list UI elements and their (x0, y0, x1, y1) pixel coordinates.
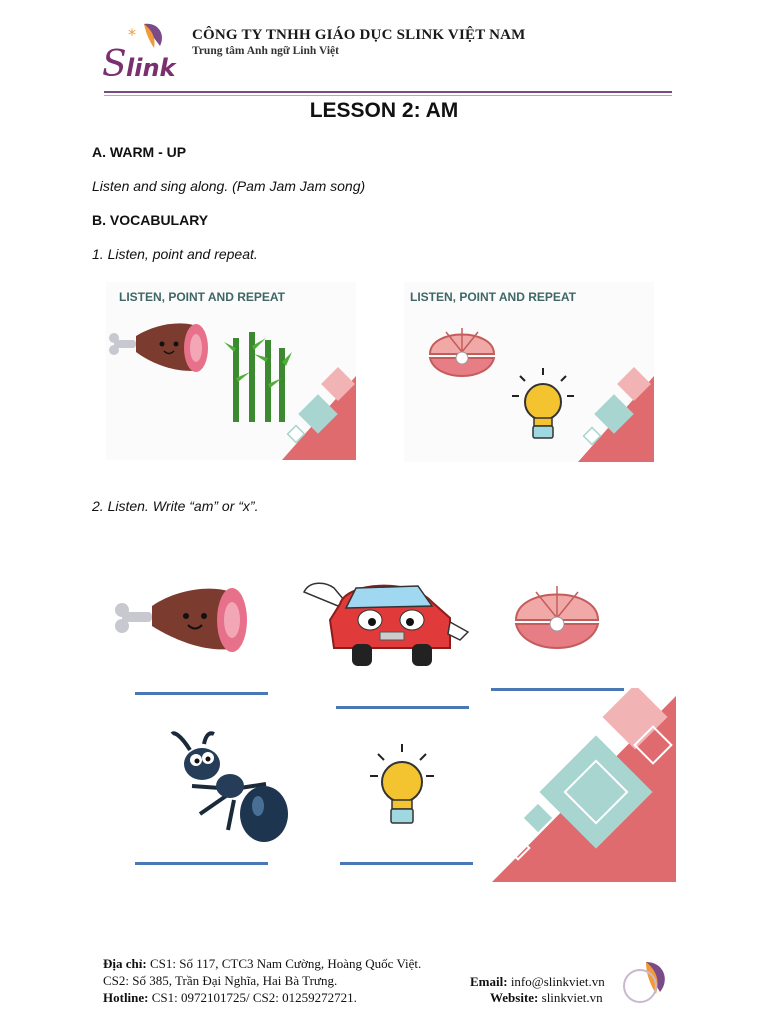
svg-text:S: S (102, 44, 127, 82)
ant-icon (170, 730, 292, 850)
section-b-heading: B. VOCABULARY (92, 212, 209, 228)
footer-website[interactable]: Website: slinkviet.vn (490, 990, 603, 1005)
answer-blank-lamp[interactable] (340, 862, 473, 865)
footer-logo-icon (620, 958, 672, 1006)
header-divider-thin (104, 95, 672, 96)
section-a-heading: A. WARM - UP (92, 144, 187, 160)
task-1-instruction: 1. Listen, point and repeat. (92, 246, 258, 262)
corner-decoration (572, 366, 654, 462)
lamp-icon (508, 366, 578, 448)
svg-text:*: * (128, 25, 136, 44)
svg-text:link: link (126, 54, 176, 82)
panel-1-title: LISTEN, POINT AND REPEAT (119, 290, 286, 304)
vocab-panel-2 (404, 282, 654, 462)
panel-2-title: LISTEN, POINT AND REPEAT (410, 290, 577, 304)
answer-blank-car[interactable] (336, 706, 469, 709)
footer-address-cs1: Địa chỉ: CS1: Số 117, CTC3 Nam Cường, Hoàng Quốc Việt. (103, 956, 422, 971)
center-name: Trung tâm Anh ngữ Linh Việt (192, 45, 339, 57)
lesson-title: LESSON 2: AM (309, 99, 459, 122)
answer-blank-ham[interactable] (135, 692, 268, 695)
company-name: CÔNG TY TNHH GIÁO DỤC SLINK VIỆT NAM (192, 27, 526, 43)
company-logo (100, 20, 190, 82)
header-divider (104, 91, 672, 93)
corner-decoration (276, 366, 356, 460)
section-a-instruction: Listen and sing along. (Pam Jam Jam song) (92, 178, 366, 194)
ham-icon (112, 582, 250, 658)
vocab-panel-1 (106, 282, 356, 460)
footer-email[interactable]: Email: info@slinkviet.vn (470, 974, 605, 989)
car-icon (300, 574, 476, 670)
clam-icon (426, 318, 498, 386)
corner-decoration-large (490, 688, 676, 882)
footer-address-cs2: CS2: Số 385, Trần Đại Nghĩa, Hai Bà Trưng. (103, 973, 338, 988)
answer-blank-ant[interactable] (135, 862, 268, 865)
lamp-icon (366, 742, 438, 832)
task-2-instruction: 2. Listen. Write “am” or “x”. (92, 498, 259, 514)
footer-hotline: Hotline: CS1: 0972101725/ CS2: 01259272721. (103, 990, 357, 1005)
ham-icon (108, 318, 210, 378)
clam-icon (512, 574, 602, 660)
